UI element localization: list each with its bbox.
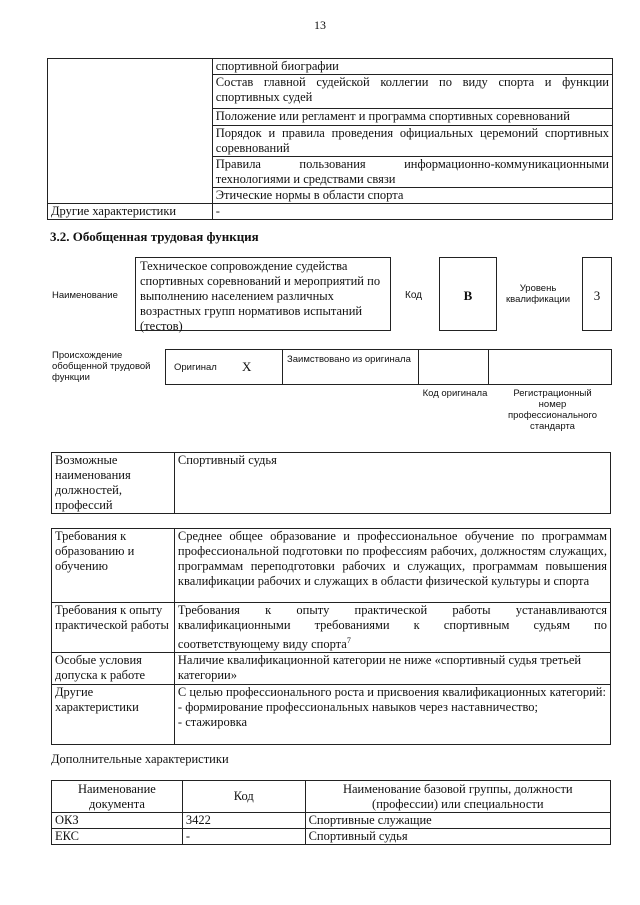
- experience-value: Требования к опыту практической работы устанавливаются квалификационными требованиями к спортивным судьям по соответствующему виду спорта: [177, 603, 607, 652]
- knowledge-item: Правила пользования информационно-коммуникационными технологиями и средствами связи: [212, 157, 612, 188]
- experience-label: Требования к опыту практической работы: [52, 603, 175, 653]
- positions-value: Спортивный судья: [174, 453, 610, 514]
- borrowed-label: Заимствовано из оригинала: [287, 354, 411, 365]
- level-box: [582, 257, 612, 331]
- function-name-value: Техническое сопровождение судейства спортивных соревнований и мероприятий по выполнению населением различных возрастных групп нормативов испытаний (тестов): [140, 259, 381, 333]
- header-document: Наименование документа: [52, 781, 183, 813]
- other-label: Другие характеристики: [52, 685, 175, 745]
- other-characteristics-label: Другие характеристики: [48, 204, 213, 220]
- code-box: [439, 257, 497, 331]
- name-label: Наименование: [52, 290, 118, 301]
- other-characteristics-value: -: [212, 204, 612, 220]
- additional-table: [51, 780, 611, 845]
- additional-heading: Дополнительные характеристики: [51, 752, 229, 766]
- code-original-caption: Код оригинала: [422, 388, 488, 399]
- requirements-table: [51, 528, 611, 745]
- original-label: Оригинал: [174, 362, 217, 373]
- page-number: 13: [314, 18, 326, 32]
- knowledge-item: Положение или регламент и программа спортивных соревнований: [212, 109, 612, 126]
- section-heading: 3.2. Обобщенная трудовая функция: [50, 229, 259, 244]
- admission-value: Наличие квалификационной категории не ниже «спортивный судья третьей категории»: [174, 653, 610, 685]
- positions-table: [51, 452, 611, 514]
- knowledge-item: Этические нормы в области спорта: [212, 188, 612, 204]
- header-group: Наименование базовой группы, должности (профессии) или специальности: [305, 781, 610, 813]
- origin-label: Происхождение обобщенной трудовой функции: [52, 350, 151, 383]
- original-mark: X: [242, 359, 252, 374]
- footnote-mark: 7: [346, 636, 351, 645]
- code-value: B: [463, 288, 473, 303]
- positions-label: Возможные наименования должностей, профессий: [52, 453, 175, 514]
- knowledge-item: Состав главной судейской коллегии по виду спорта и функции спортивных судей: [212, 75, 612, 109]
- education-value: Среднее общее образование и профессиональное обучение по программам профессиональной подготовки по профессиям рабочих, должностям служащих, программам переподготовки рабочих и служащих, программам повышения квалификации рабочих и служащих в области физической культуры и спорта: [174, 529, 610, 603]
- row-code: -: [182, 829, 305, 845]
- knowledge-item: Порядок и правила проведения официальных церемоний спортивных соревнований: [212, 126, 612, 157]
- education-label: Требования к образованию и обучению: [52, 529, 175, 603]
- row-document: ЕКС: [52, 829, 183, 845]
- experience-cell: [174, 603, 610, 653]
- origin-table: [165, 349, 612, 385]
- admission-label: Особые условия допуска к работе: [52, 653, 175, 685]
- knowledge-label-cell: [48, 59, 213, 204]
- code-label: Код: [405, 290, 423, 301]
- knowledge-item: спортивной биографии: [212, 59, 612, 75]
- row-group: Спортивные служащие: [305, 813, 610, 829]
- row-code: 3422: [182, 813, 305, 829]
- knowledge-table: [47, 58, 613, 220]
- level-value: 3: [593, 288, 601, 303]
- other-value: С целью профессионального роста и присвоения квалификационных категорий: - формирование профессиональных навыков через наставничество; - стажировка: [174, 685, 610, 745]
- level-label: Уровень квалификации: [505, 283, 571, 305]
- row-group: Спортивный судья: [305, 829, 610, 845]
- header-code: Код: [182, 781, 305, 813]
- reg-number-caption: Регистрационный номер профессионального стандарта: [508, 388, 597, 432]
- row-document: ОКЗ: [52, 813, 183, 829]
- function-name-box: [135, 257, 391, 331]
